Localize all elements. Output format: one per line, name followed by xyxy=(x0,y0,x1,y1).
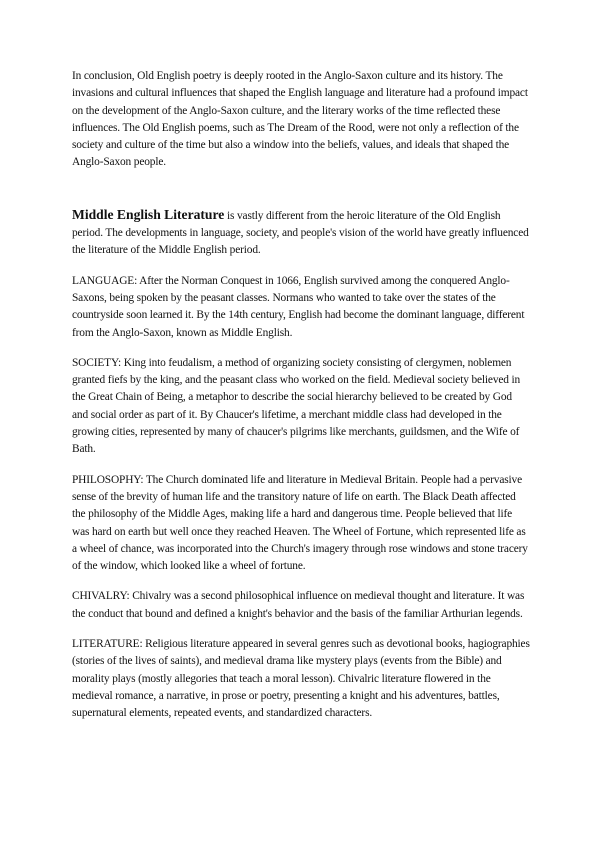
intro-text: is vastly different from the heroic literature of the Old English period. The developments in language, society, and people's vision of the world have greatly influenced the literature of the Middle English period. xyxy=(72,209,529,257)
language-label: LANGUAGE: xyxy=(72,274,138,287)
society-paragraph xyxy=(72,355,530,459)
language-paragraph xyxy=(72,273,530,342)
section-heading: Middle English Literature xyxy=(72,206,225,222)
chivalry-paragraph xyxy=(72,588,530,623)
document-page xyxy=(72,68,530,736)
philosophy-paragraph xyxy=(72,472,530,576)
literature-label: LITERATURE: xyxy=(72,638,143,651)
chivalry-text: Chivalry was a second philosophical influence on medieval thought and literature. It was the conduct that bound and defined a knight's behavior and the basis of the familiar Arthurian legends. xyxy=(72,590,525,620)
literature-paragraph xyxy=(72,636,530,722)
philosophy-label: PHILOSOPHY: xyxy=(72,473,144,486)
literature-text: Religious literature appeared in several genres such as devotional books, hagiographies (stories of the lives of saints), and medieval drama like mystery plays (events from the Bible) and morality plays (mostly allegories that teach a moral lesson). Chivalric literature flowered in the medieval romance, a narrative, in prose or poetry, presenting a knight and his adventures, battles, supernatural elements, repeated events, and standardized characters. xyxy=(72,638,530,720)
philosophy-text: The Church dominated life and literature in Medieval Britain. People had a pervasive sense of the brevity of human life and the transitory nature of life on earth. The Black Death affected the philosophy of the Middle Ages, making life a hard and dangerous time. People believed that life was hard on earth but well once they reached Heaven. The Wheel of Fortune, which represented life as a wheel of chance, was incorporated into the Church's imagery through rose windows and stone tracery of the window, which looked like a wheel of fortune. xyxy=(72,473,528,573)
language-text: After the Norman Conquest in 1066, English survived among the conquered Anglo-Saxons, being spoken by the peasant classes. Normans who wanted to take over the states of the countryside soon learned it. By the 14th century, English had become the dominant language, different from the Anglo-Saxon, known as Middle English. xyxy=(72,274,525,339)
chivalry-label: CHIVALRY: xyxy=(72,590,130,603)
intro-paragraph xyxy=(72,206,530,260)
society-label: SOCIETY: xyxy=(72,356,122,369)
society-text: King into feudalism, a method of organizing society consisting of clergymen, noblemen granted fiefs by the king, and the peasant class who worked on the field. Medieval society believed in the Great Chain of Being, a metaphor to describe the social hierarchy believed to be created by God and social order as part of it. By Chaucer's lifetime, a merchant middle class had developed in the growing cities, represented by many of chaucer's pilgrims like merchants, guildsmen, and the Wife of Bath. xyxy=(72,356,521,456)
conclusion-paragraph: In conclusion, Old English poetry is deeply rooted in the Anglo-Saxon culture and its history. The invasions and cultural influences that shaped the English language and literature had a profound impact on the development of the Anglo-Saxon culture, and the literary works of the time reflected these influences. The Old English poems, such as The Dream of the Rood, were not only a reflection of the society and culture of the time but also a window into the beliefs, values, and ideals that shaped the Anglo-Saxon people. xyxy=(72,70,528,169)
